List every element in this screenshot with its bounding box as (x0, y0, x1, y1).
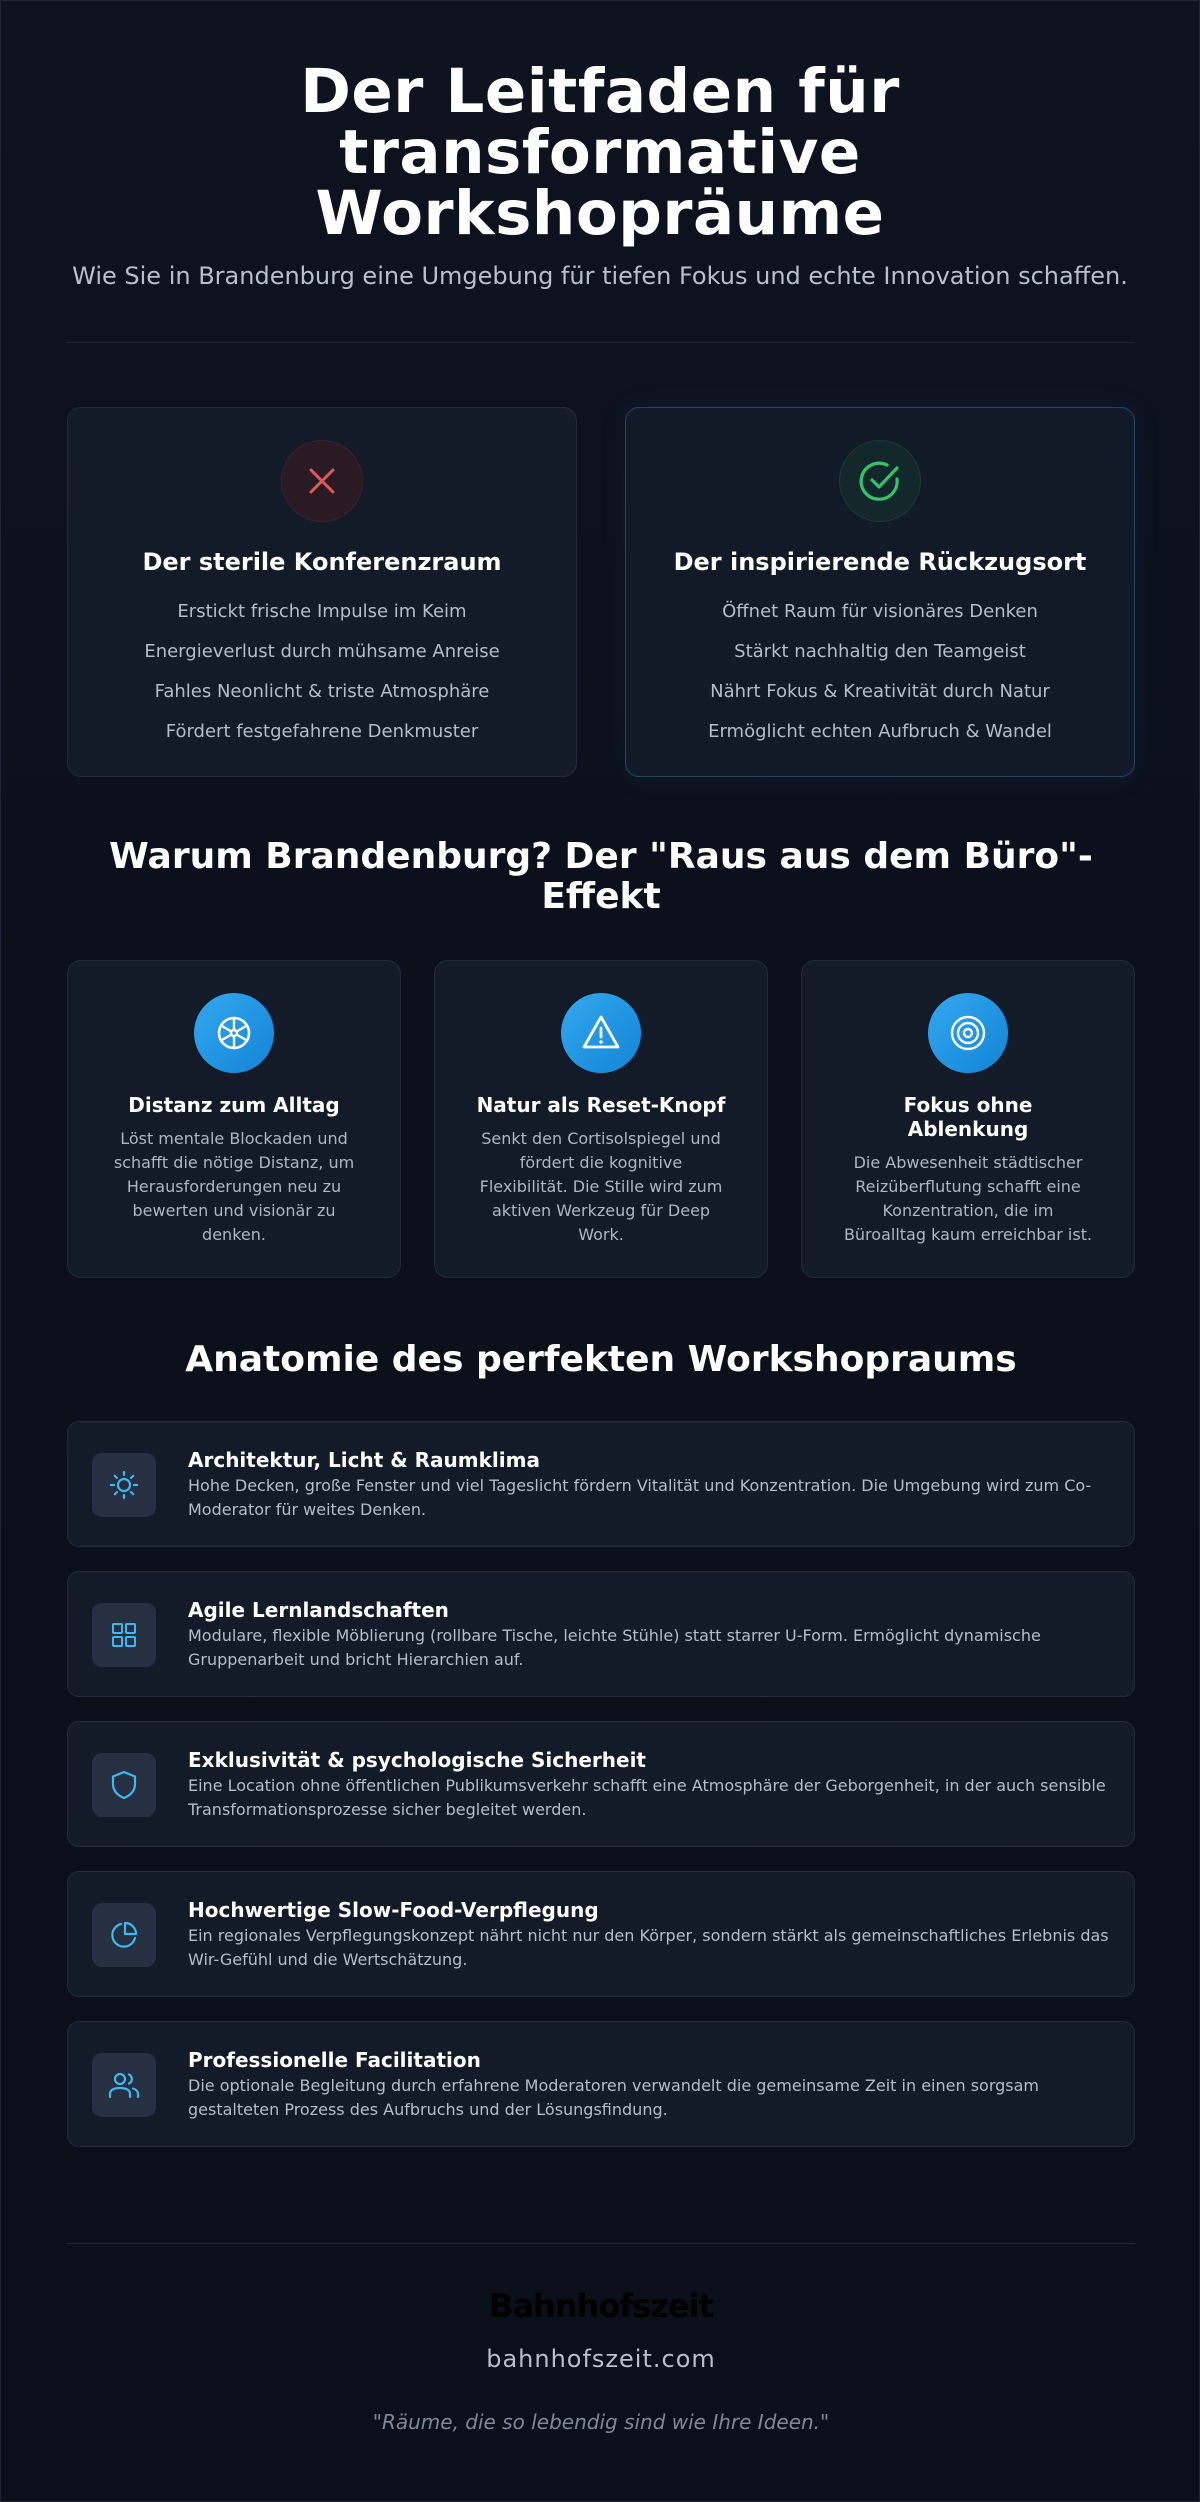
anatomy-item (67, 1571, 1135, 1697)
footer-divider (67, 2243, 1135, 2244)
anatomy-item (67, 1721, 1135, 1847)
why-card-text: Löst mentale Blockaden und schafft die nötige Distanz, um Herausforderungen neu zu bewerten und visionär zu denken. (113, 1129, 355, 1244)
website-link[interactable]: bahnhofszeit.com (486, 2345, 716, 2373)
sun-icon (92, 1453, 156, 1517)
warning-icon (561, 993, 641, 1073)
hero (1, 1, 1199, 290)
list-item: Öffnet Raum für visionäres Denken (722, 601, 1038, 622)
anatomy-item (67, 2021, 1135, 2147)
anatomy-item-title: Architektur, Licht & Raumklima (188, 1448, 540, 1472)
list-item: Fahles Neonlicht & triste Atmosphäre (154, 681, 490, 702)
why-card-title: Natur als Reset-Knopf (476, 1093, 726, 1117)
list-item: Stärkt nachhaltig den Teamgeist (734, 641, 1026, 662)
anatomy-item-description: Eine Location ohne öffentlichen Publikumsverkehr schafft eine Atmosphäre der Geborgenheit, in der auch sensible Transformationsprozesse sicher begleitet werden. (188, 1776, 1106, 1819)
why-card (801, 960, 1135, 1278)
anatomy-item-title: Exklusivität & psychologische Sicherheit (188, 1748, 646, 1772)
users-icon (92, 2053, 156, 2117)
why-section (67, 960, 1135, 1278)
anatomy-item-description: Die optionale Begleitung durch erfahrene Moderatoren verwandelt die gemeinsame Zeit in einen sorgsam gestalteten Prozess des Aufbruchs und der Lösungsfindung. (188, 2076, 1040, 2119)
footer-quote: "Räume, die so lebendig sind wie Ihre Ideen." (372, 2410, 830, 2434)
sterile-room-card (67, 407, 577, 777)
anatomy-item-description: Hohe Decken, große Fenster und viel Tageslicht fördern Vitalität und Konzentration. Die Umgebung wird zum Co-Moderator für weites Denken. (188, 1476, 1092, 1519)
why-card-title: Fokus ohne Ablenkung (903, 1093, 1033, 1141)
card-title: Der sterile Konferenzraum (142, 548, 502, 576)
comparison-section (67, 407, 1135, 777)
anatomy-item-text (188, 2048, 1110, 2122)
why-section-title: Warum Brandenburg? Der "Raus aus dem Büro"-Effekt (109, 836, 1093, 917)
grid-icon (92, 1603, 156, 1667)
close-icon (281, 440, 363, 522)
why-card-text: Die Abwesenheit städtischer Reizüberflutung schafft eine Konzentration, die im Büroalltag kaum erreichbar ist. (843, 1153, 1093, 1244)
target-icon (928, 993, 1008, 1073)
inspiring-retreat-card (625, 407, 1135, 777)
list-item: Energieverlust durch mühsame Anreise (144, 641, 500, 662)
page-title: Der Leitfaden für transformative Workshopräume (300, 56, 900, 249)
anatomy-item-title: Professionelle Facilitation (188, 2048, 481, 2072)
anatomy-item (67, 1421, 1135, 1547)
shield-icon (92, 1753, 156, 1817)
anatomy-item-description: Modulare, flexible Möblierung (rollbare Tische, leichte Stühle) statt starrer U-Form. Ermöglicht dynamische Gruppenarbeit und bricht Hierarchien auf. (188, 1626, 1041, 1669)
card-title: Der inspirierende Rückzugsort (673, 548, 1087, 576)
card-list (68, 592, 576, 752)
divider (67, 342, 1135, 343)
list-item: Ermöglicht echten Aufbruch & Wandel (708, 721, 1052, 742)
why-card (67, 960, 401, 1278)
anatomy-item (67, 1871, 1135, 1997)
check-circle-icon (839, 440, 921, 522)
page-subtitle: Wie Sie in Brandenburg eine Umgebung für tiefen Fokus und echte Innovation schaffen. (72, 262, 1128, 290)
anatomy-item-title: Agile Lernlandschaften (188, 1598, 449, 1622)
anatomy-item-title: Hochwertige Slow-Food-Verpflegung (188, 1898, 599, 1922)
brand-logo[interactable]: Bahnhofszeit (489, 2287, 713, 2325)
anatomy-item-text (188, 1748, 1110, 1822)
anatomy-item-text (188, 1448, 1110, 1522)
anatomy-item-description: Ein regionales Verpflegungskonzept nährt nicht nur den Körper, sondern stärkt als gemeinschaftliches Erlebnis das Wir-Gefühl und die Wertschätzung. (188, 1926, 1109, 1969)
wheel-icon (194, 993, 274, 1073)
pie-chart-icon (92, 1903, 156, 1967)
anatomy-item-text (188, 1598, 1110, 1672)
anatomy-item-text (188, 1898, 1110, 1972)
anatomy-section-title: Anatomie des perfekten Workshopraums (185, 1339, 1017, 1380)
why-card-text: Senkt den Cortisolspiegel und fördert die kognitive Flexibilität. Die Stille wird zum aktiven Werkzeug für Deep Work. (479, 1129, 723, 1244)
why-card (434, 960, 768, 1278)
why-card-title: Distanz zum Alltag (128, 1093, 340, 1117)
card-list (626, 592, 1134, 752)
list-item: Nährt Fokus & Kreativität durch Natur (710, 681, 1050, 702)
list-item: Fördert festgefahrene Denkmuster (165, 721, 479, 742)
list-item: Erstickt frische Impulse im Keim (177, 601, 467, 622)
